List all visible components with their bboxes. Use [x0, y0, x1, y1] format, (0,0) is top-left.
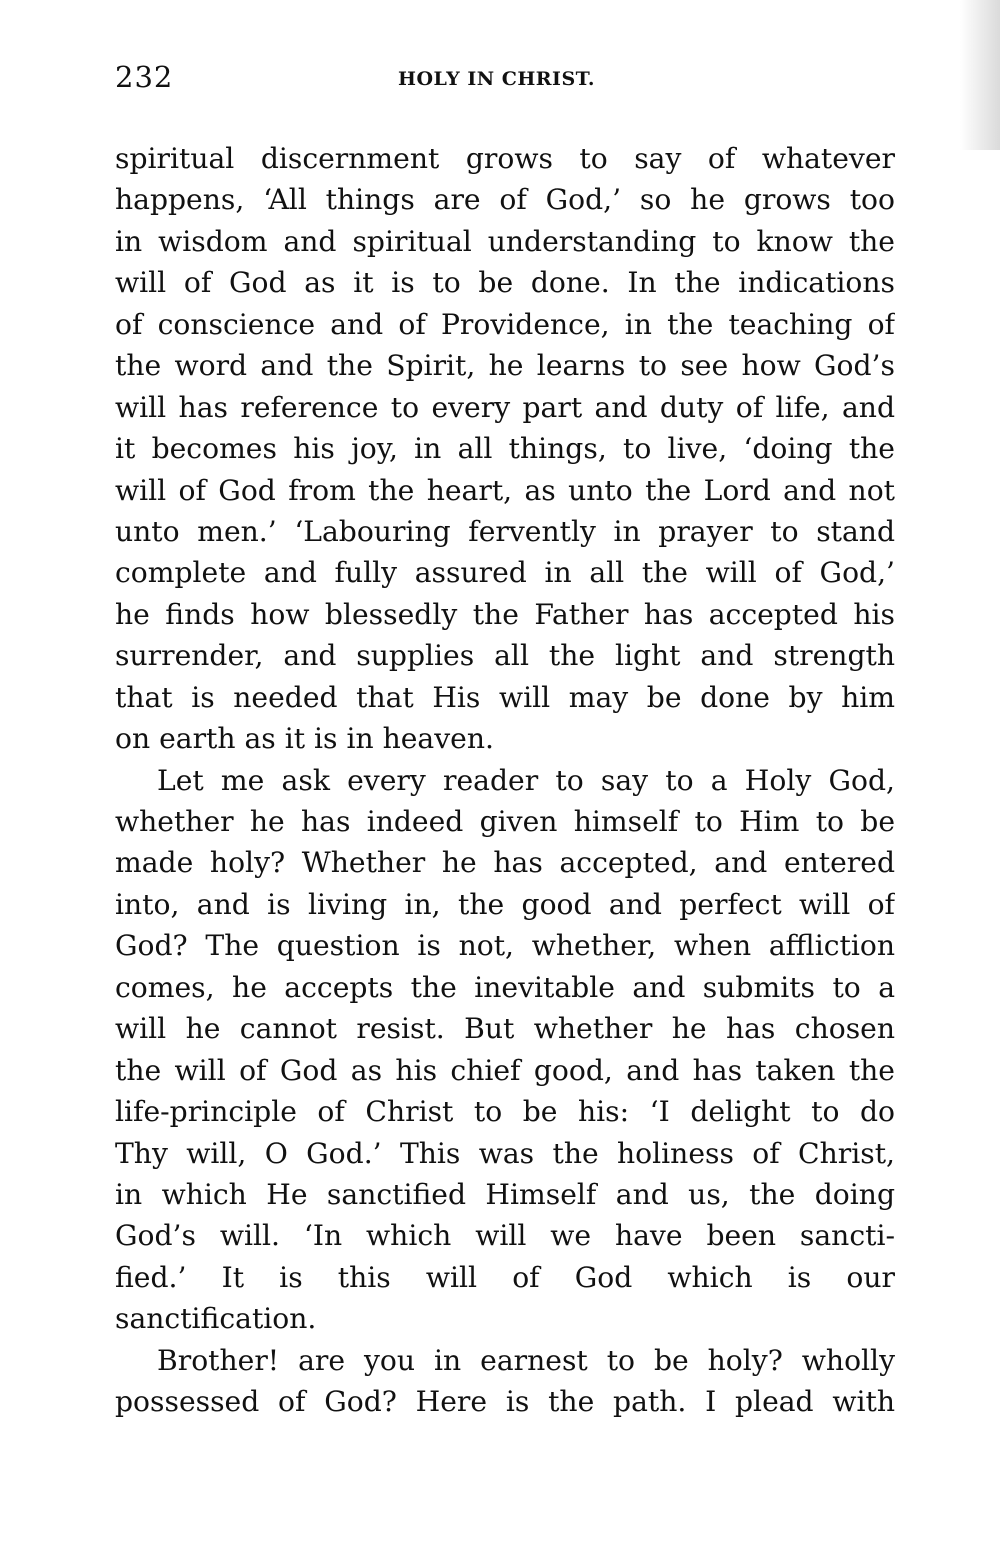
text-line: unto men.’ ‘Labouring fervently in prayer to stand [115, 514, 895, 548]
text-line: Let me ask every reader to say to a Holy God, [157, 763, 895, 797]
text-line: Thy will, O God.’ This was the holiness of Christ, [115, 1136, 895, 1170]
text-line: life-principle of Christ to be his: ‘I delight to do [115, 1095, 895, 1129]
running-title: HOLY IN CHRIST. [398, 68, 595, 90]
text-line: God’s will. ‘In which will we have been sancti- [115, 1219, 895, 1253]
paragraph-1 [115, 138, 895, 760]
text-line: he finds how blessedly the Father has accepted his [115, 597, 895, 631]
text-line: in which He sanctified Himself and us, the doing [115, 1177, 895, 1211]
text-line: will has reference to every part and duty of life, and [115, 390, 895, 424]
page-header [115, 60, 895, 100]
body-text [115, 138, 895, 1423]
text-line: spiritual discernment grows to say of whatever [115, 142, 895, 175]
text-line: on earth as it is in heaven. [115, 722, 494, 756]
page-number: 232 [115, 60, 174, 94]
text-line: made holy? Whether he has accepted, and entered [115, 846, 895, 880]
paragraph-2 [115, 760, 895, 1340]
text-line: possessed of God? Here is the path. I plead with [115, 1385, 895, 1419]
text-line: fied.’ It is this will of God which is our [115, 1260, 895, 1294]
scan-shadow [960, 0, 1000, 150]
text-line: of conscience and of Providence, in the teaching of [115, 307, 895, 341]
text-line: into, and is living in, the good and perfect will of [115, 887, 895, 921]
text-line: will of God from the heart, as unto the Lord and not [115, 473, 895, 507]
text-line: God? The question is not, whether, when affliction [115, 929, 895, 963]
text-line: the word and the Spirit, he learns to see how God’s [115, 349, 895, 383]
text-line: that is needed that His will may be done by him [115, 680, 895, 714]
text-line: happens, ‘All things are of God,’ so he grows too [115, 183, 895, 217]
paragraph-3 [115, 1340, 895, 1423]
text-line: Brother! are you in earnest to be holy? wholly [157, 1343, 895, 1377]
text-line: it becomes his joy, in all things, to live, ‘doing the [115, 432, 895, 466]
text-line: will he cannot resist. But whether he has chosen [115, 1012, 895, 1046]
text-line: complete and fully assured in all the will of God,’ [115, 556, 895, 590]
text-line: surrender, and supplies all the light and strength [115, 639, 895, 673]
text-line: in wisdom and spiritual understanding to know the [115, 224, 895, 258]
text-line: will of God as it is to be done. In the indications [115, 266, 895, 300]
text-line: whether he has indeed given himself to Him to be [115, 805, 895, 838]
text-line: comes, he accepts the inevitable and submits to a [115, 970, 895, 1004]
text-line: the will of God as his chief good, and has taken the [115, 1053, 895, 1087]
text-line: sanctification. [115, 1302, 317, 1336]
